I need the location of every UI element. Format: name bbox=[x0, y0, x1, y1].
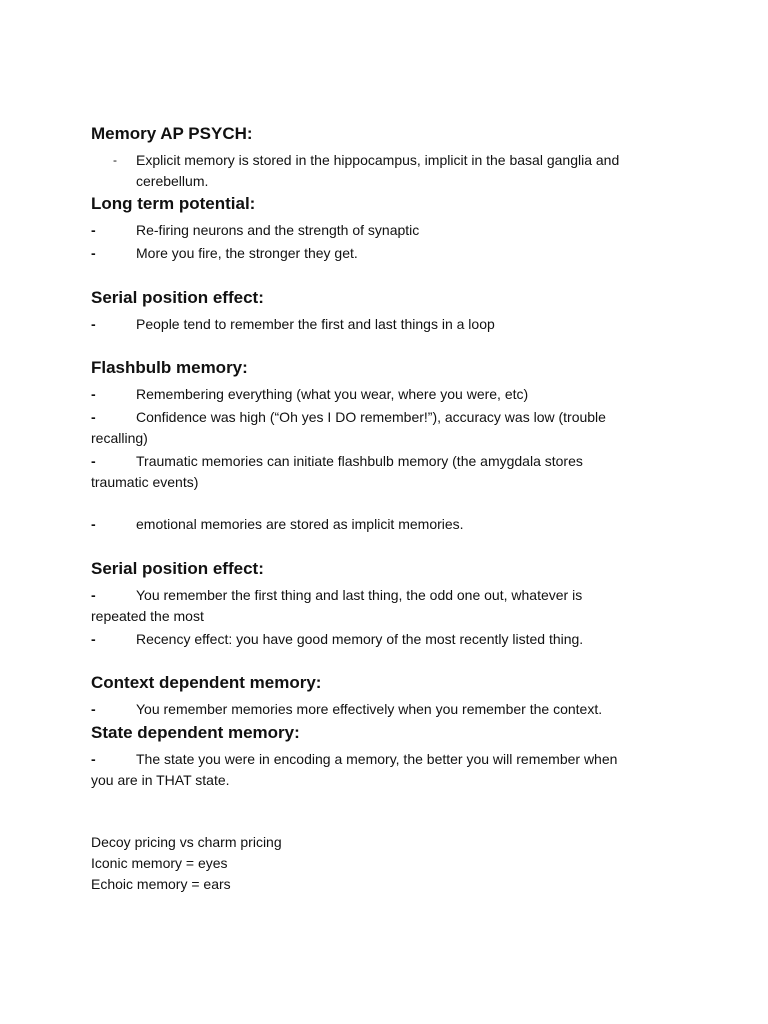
list-item-text: Explicit memory is stored in the hippocampus, implicit in the basal ganglia and bbox=[136, 152, 620, 168]
bullet-marker: - bbox=[91, 751, 96, 767]
heading-context-dependent-memory: Context dependent memory: bbox=[91, 673, 322, 692]
note-line: Echoic memory = ears bbox=[91, 876, 231, 892]
list-item-text: repeated the most bbox=[91, 608, 204, 624]
bullet-marker: - bbox=[91, 316, 96, 332]
list-item-text: Recency effect: you have good memory of the most recently listed thing. bbox=[136, 631, 584, 647]
note-line: Decoy pricing vs charm pricing bbox=[91, 834, 282, 850]
bullet-marker: - bbox=[91, 631, 96, 647]
list-item-text: traumatic events) bbox=[91, 474, 199, 490]
list-item-text: recalling) bbox=[91, 430, 148, 446]
list-item-text: Traumatic memories can initiate flashbulb memory (the amygdala stores bbox=[136, 453, 583, 469]
list-item-text: The state you were in encoding a memory, the better you will remember when bbox=[136, 751, 618, 767]
heading-serial-position-effect: Serial position effect: bbox=[91, 559, 264, 578]
list-item-text: emotional memories are stored as implicit memories. bbox=[136, 516, 464, 532]
bullet-marker: - bbox=[91, 245, 96, 261]
list-item-text: cerebellum. bbox=[136, 173, 209, 189]
bullet-marker: - bbox=[91, 587, 96, 603]
list-item-text: you are in THAT state. bbox=[91, 772, 230, 788]
heading-memory-ap-psych: Memory AP PSYCH: bbox=[91, 124, 253, 143]
bullet-marker: - bbox=[91, 516, 96, 532]
bullet-marker: - bbox=[91, 409, 96, 425]
bullet-marker: - bbox=[113, 153, 117, 167]
heading-state-dependent-memory: State dependent memory: bbox=[91, 723, 300, 742]
heading-serial-position-effect: Serial position effect: bbox=[91, 288, 264, 307]
bullet-marker: - bbox=[91, 222, 96, 238]
bullet-marker: - bbox=[91, 701, 96, 717]
note-line: Iconic memory = eyes bbox=[91, 855, 228, 871]
heading-long-term-potential: Long term potential: bbox=[91, 194, 256, 213]
list-item-text: Confidence was high (“Oh yes I DO remember!”), accuracy was low (trouble bbox=[136, 409, 606, 425]
list-item-text: You remember memories more effectively when you remember the context. bbox=[136, 701, 603, 717]
heading-flashbulb-memory: Flashbulb memory: bbox=[91, 358, 248, 377]
list-item-text: Re-firing neurons and the strength of synaptic bbox=[136, 222, 420, 238]
list-item-text: Remembering everything (what you wear, where you were, etc) bbox=[136, 386, 529, 402]
list-item-text: More you fire, the stronger they get. bbox=[136, 245, 358, 261]
bullet-marker: - bbox=[91, 386, 96, 402]
bullet-marker: - bbox=[91, 453, 96, 469]
list-item-text: You remember the first thing and last thing, the odd one out, whatever is bbox=[136, 587, 583, 603]
list-item-text: People tend to remember the first and last things in a loop bbox=[136, 316, 495, 332]
